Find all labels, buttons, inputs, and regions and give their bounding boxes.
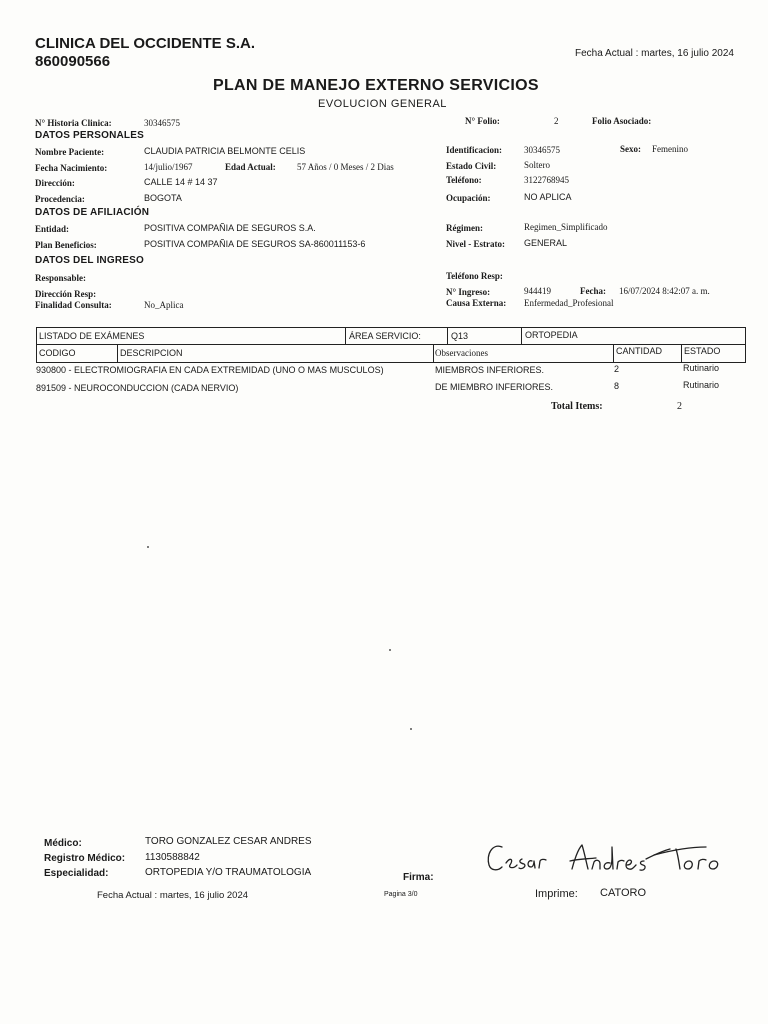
page-number: Pagina 3/0 <box>384 891 418 898</box>
exam-row-2-estado: Rutinario <box>683 380 720 390</box>
ocupacion-label: Ocupación: <box>446 193 491 203</box>
n-ingreso-value: 944419 <box>524 286 551 296</box>
plan-label: Plan Beneficios: <box>35 240 97 250</box>
sexo-label: Sexo: <box>620 144 641 154</box>
registro-value: 1130588842 <box>145 852 200 863</box>
area-servicio-label: ÁREA SERVICIO: <box>349 331 421 341</box>
col-cantidad: CANTIDAD <box>616 346 663 356</box>
sexo-value: Femenino <box>652 144 688 154</box>
total-items-label: Total Items: <box>551 401 603 412</box>
exam-row-2-observaciones: DE MIEMBRO INFERIORES. <box>435 382 554 392</box>
telefono-value: 3122768945 <box>524 175 569 185</box>
historia-label: N° Historia Clinica: <box>35 118 112 128</box>
plan-value: POSITIVA COMPAÑIA DE SEGUROS SA-860011153-6 <box>144 239 366 249</box>
col-observaciones: Observaciones <box>435 348 488 358</box>
exam-table-header <box>36 327 746 363</box>
n-ingreso-label: N° Ingreso: <box>446 287 491 297</box>
col-codigo: CODIGO <box>39 348 76 358</box>
nivel-value: GENERAL <box>524 238 568 248</box>
exam-row-1-descripcion: 930800 - ELECTROMIOGRAFIA EN CADA EXTREMIDAD (UNO O MAS MUSCULOS) <box>36 365 384 375</box>
total-items-value: 2 <box>677 401 682 412</box>
exam-row-1-estado: Rutinario <box>683 363 720 373</box>
exam-row-2-descripcion: 891509 - NEUROCONDUCCION (CADA NERVIO) <box>36 383 239 393</box>
document-title: PLAN DE MANEJO EXTERNO SERVICIOS <box>213 77 539 94</box>
finalidad-value: No_Aplica <box>144 300 184 310</box>
causa-value: Enfermedad_Profesional <box>524 298 614 308</box>
telefono-label: Teléfono: <box>446 175 482 185</box>
section-datos-ingreso: DATOS DEL INGRESO <box>35 255 144 266</box>
scan-speck <box>389 649 391 651</box>
nivel-label: Nivel - Estrato: <box>446 239 505 249</box>
procedencia-label: Procedencia: <box>35 194 85 204</box>
exam-list-header: LISTADO DE EXÁMENES <box>39 331 145 341</box>
ocupacion-value: NO APLICA <box>524 192 572 202</box>
historia-value: 30346575 <box>144 118 180 128</box>
col-estado: ESTADO <box>684 346 721 356</box>
firma-label: Firma: <box>403 872 434 883</box>
document-subtitle: EVOLUCION GENERAL <box>318 98 447 110</box>
folio-asociado-label: Folio Asociado: <box>592 116 652 126</box>
telefono-resp-label: Teléfono Resp: <box>446 271 503 281</box>
company-name: CLINICA DEL OCCIDENTE S.A. <box>35 35 256 52</box>
company-nit: 860090566 <box>35 53 111 70</box>
finalidad-label: Finalidad Consulta: <box>35 300 112 310</box>
imprime-label: Imprime: <box>535 888 578 900</box>
causa-label: Causa Externa: <box>446 298 507 308</box>
registro-label: Registro Médico: <box>44 853 126 864</box>
exam-row-2-cantidad: 8 <box>614 381 620 391</box>
direccion-value: CALLE 14 # 14 37 <box>144 177 218 187</box>
identificacion-value: 30346575 <box>524 145 560 155</box>
scan-speck <box>410 728 412 730</box>
regimen-label: Régimen: <box>446 223 483 233</box>
edad-value: 57 Años / 0 Meses / 2 Dias <box>297 162 394 172</box>
estado-civil-value: Soltero <box>524 160 550 170</box>
area-code: Q13 <box>451 331 469 341</box>
responsable-label: Responsable: <box>35 273 87 283</box>
current-date-header: Fecha Actual : martes, 16 julio 2024 <box>575 48 734 59</box>
edad-label: Edad Actual: <box>225 162 276 172</box>
entidad-value: POSITIVA COMPAÑIA DE SEGUROS S.A. <box>144 223 316 233</box>
procedencia-value: BOGOTA <box>144 193 182 203</box>
direccion-label: Dirección: <box>35 178 75 188</box>
especialidad-label: Especialidad: <box>44 868 109 879</box>
estado-civil-label: Estado Civil: <box>446 161 497 171</box>
medico-label: Médico: <box>44 838 82 849</box>
identificacion-label: Identificacion: <box>446 145 502 155</box>
nombre-value: CLAUDIA PATRICIA BELMONTE CELIS <box>144 146 306 156</box>
fecha-ingreso-value: 16/07/2024 8:42:07 a. m. <box>619 286 710 296</box>
medico-value: TORO GONZALEZ CESAR ANDRES <box>145 836 312 847</box>
scan-speck <box>147 546 149 548</box>
nacimiento-value: 14/julio/1967 <box>144 162 193 172</box>
exam-row-1-cantidad: 2 <box>614 364 620 374</box>
fecha-ingreso-label: Fecha: <box>580 286 606 296</box>
current-date-footer: Fecha Actual : martes, 16 julio 2024 <box>97 890 249 901</box>
area-name: ORTOPEDIA <box>525 330 578 340</box>
section-datos-afiliacion: DATOS DE AFILIACIÓN <box>35 207 150 218</box>
folio-label: N° Folio: <box>465 116 500 126</box>
entidad-label: Entidad: <box>35 224 70 234</box>
exam-row-1-observaciones: MIEMBROS INFERIORES. <box>435 365 545 375</box>
nacimiento-label: Fecha Nacimiento: <box>35 163 108 173</box>
imprime-value: CATORO <box>600 887 647 899</box>
nombre-label: Nombre Paciente: <box>35 147 105 157</box>
signature-image <box>484 835 744 885</box>
especialidad-value: ORTOPEDIA Y/O TRAUMATOLOGIA <box>145 867 312 878</box>
section-datos-personales: DATOS PERSONALES <box>35 130 144 141</box>
col-descripcion: DESCRIPCION <box>120 348 183 358</box>
regimen-value: Regimen_Simplificado <box>524 222 608 232</box>
direccion-resp-label: Dirección Resp: <box>35 289 97 299</box>
folio-value: 2 <box>554 116 559 126</box>
